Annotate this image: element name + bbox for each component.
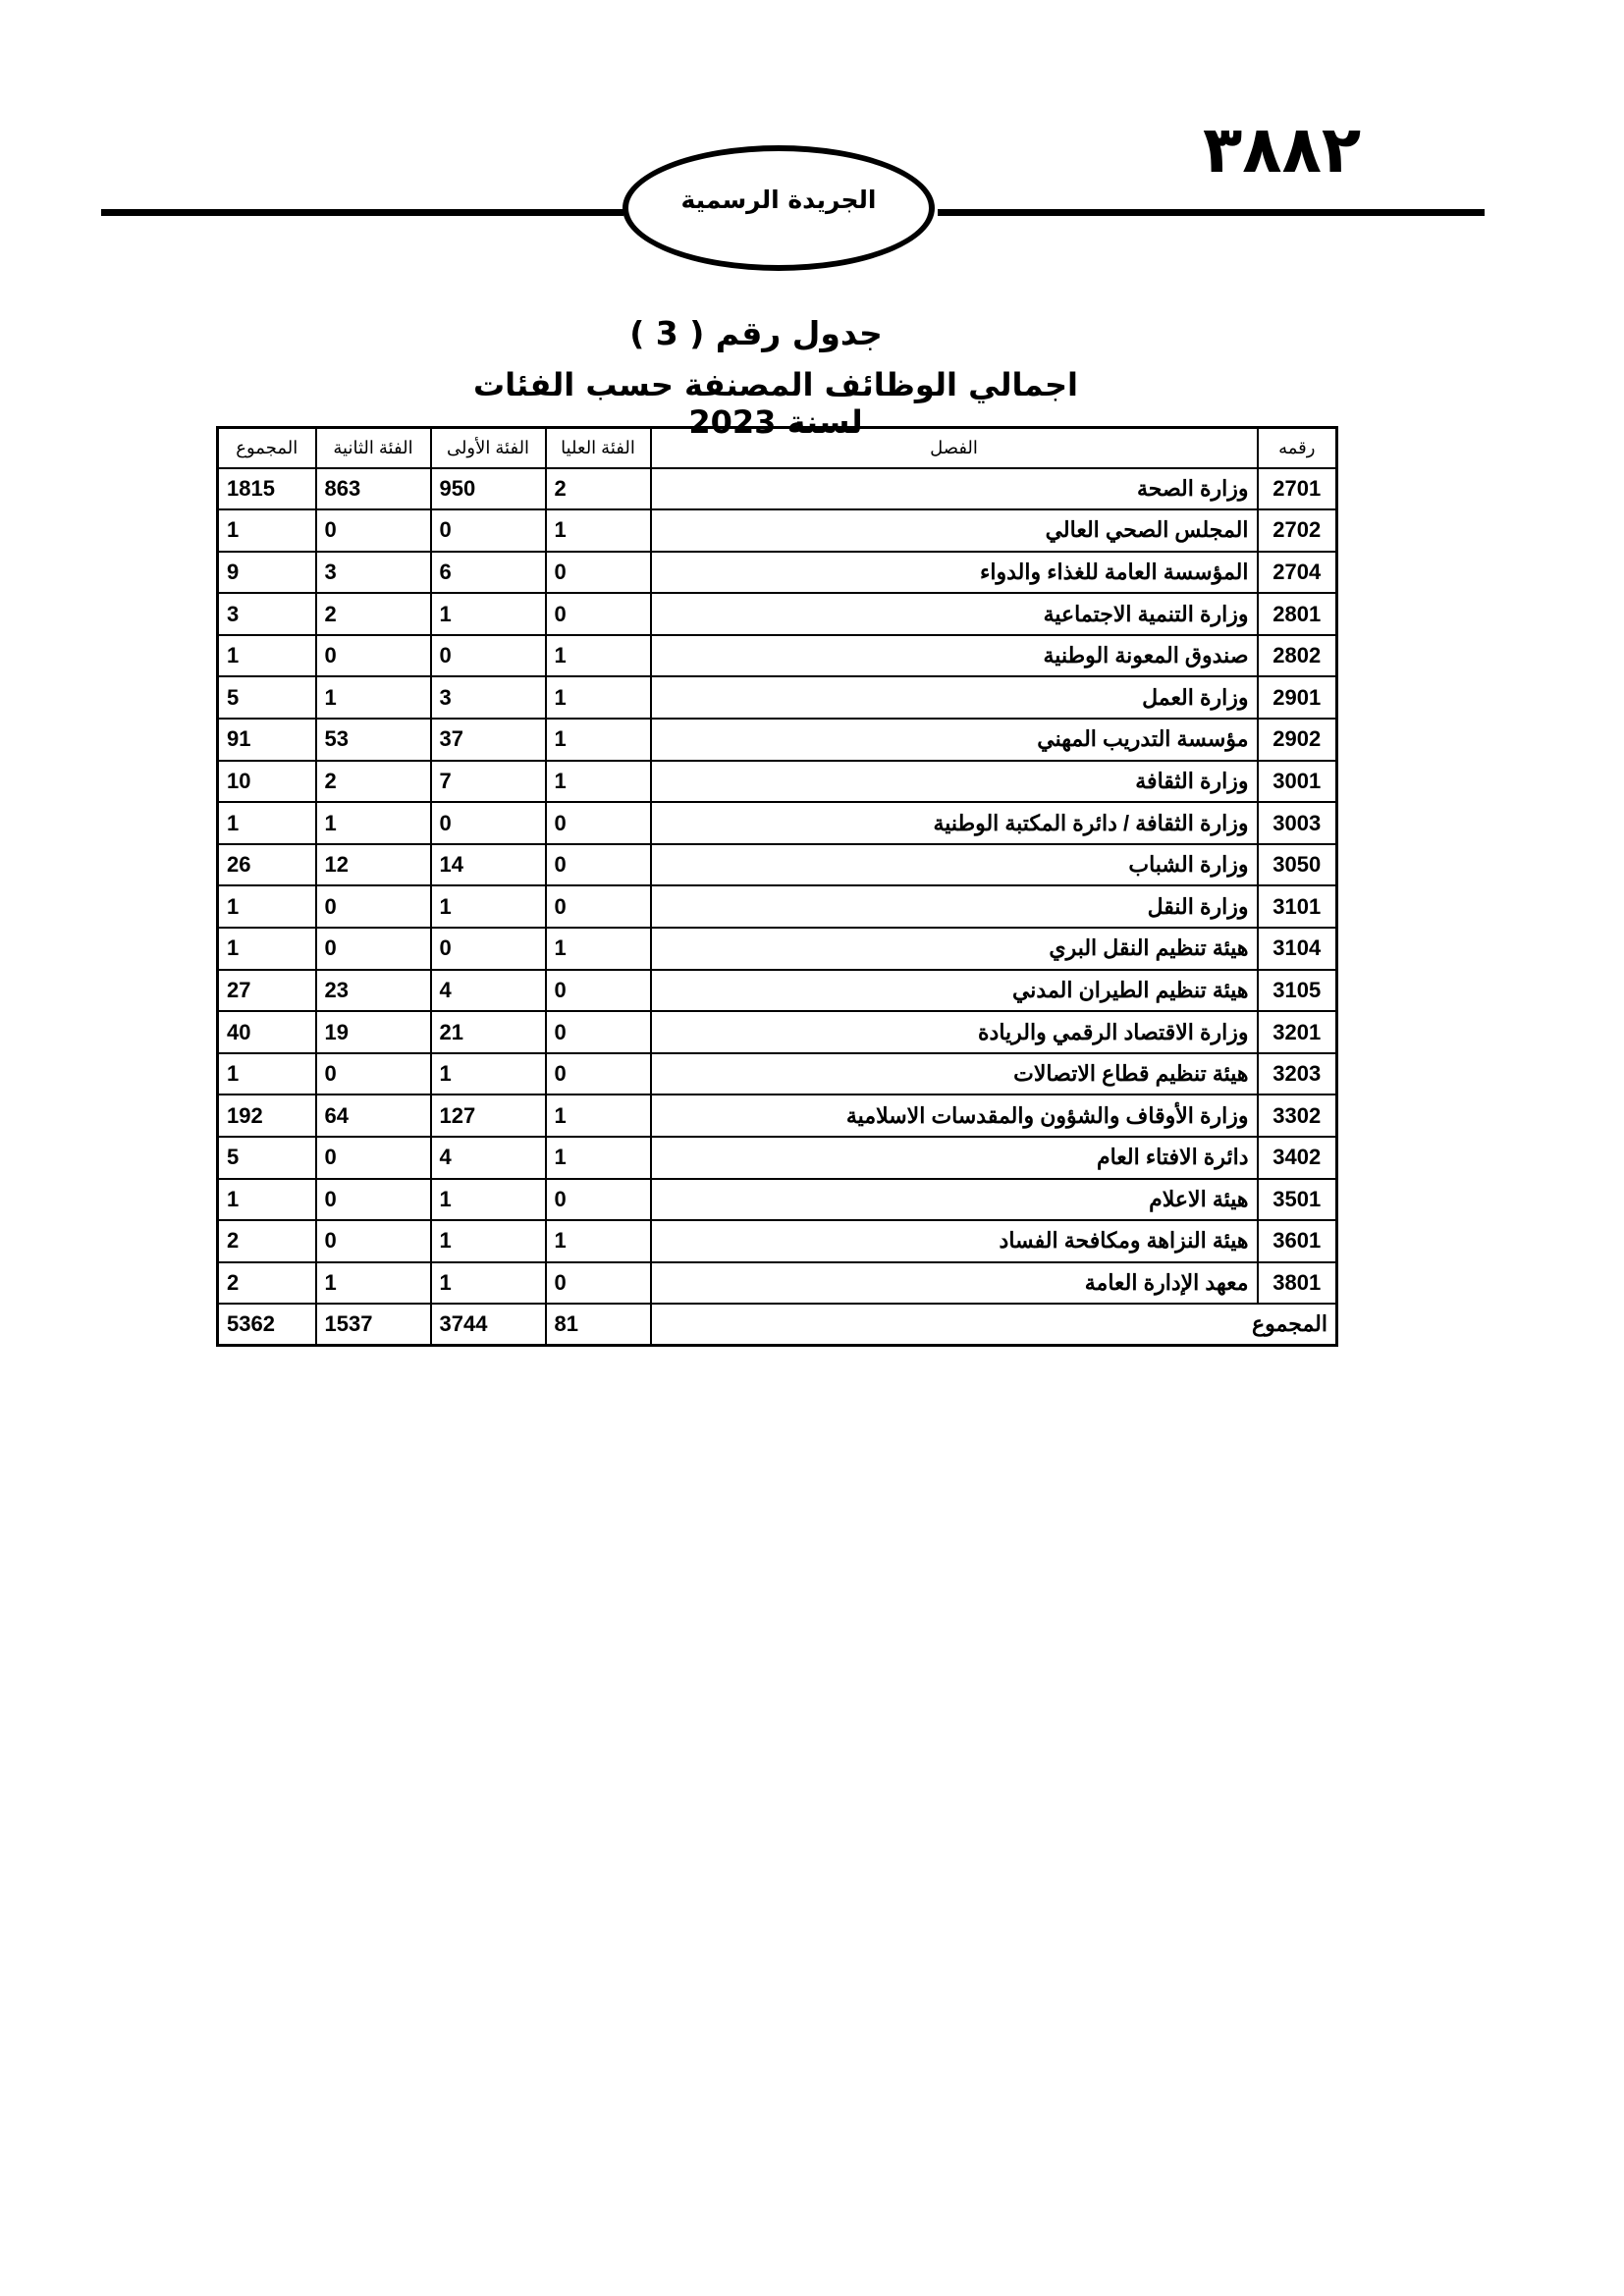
cell-chapter: معهد الإدارة العامة	[651, 1262, 1258, 1305]
cell-senior: 0	[546, 885, 651, 928]
cell-senior: 0	[546, 970, 651, 1012]
cell-second: 2	[316, 761, 431, 803]
cell-code: 3105	[1258, 970, 1337, 1012]
cell-first: 950	[431, 468, 546, 510]
cell-first: 6	[431, 552, 546, 594]
cell-chapter: المجلس الصحي العالي	[651, 509, 1258, 552]
table-row	[218, 1220, 1337, 1262]
cell-chapter: هيئة تنظيم النقل البري	[651, 928, 1258, 970]
col-header-total: المجموع	[218, 428, 316, 468]
totals-senior: 81	[546, 1304, 651, 1345]
cell-first: 0	[431, 509, 546, 552]
cell-first: 1	[431, 885, 546, 928]
cell-second: 64	[316, 1095, 431, 1137]
cell-second: 12	[316, 844, 431, 886]
cell-first: 14	[431, 844, 546, 886]
cell-total: 1	[218, 1179, 316, 1221]
cell-second: 0	[316, 1179, 431, 1221]
cell-chapter: وزارة الصحة	[651, 468, 1258, 510]
cell-senior: 0	[546, 552, 651, 594]
col-header-second: الفئة الثانية	[316, 428, 431, 468]
cell-total: 192	[218, 1095, 316, 1137]
table-body	[218, 468, 1337, 1305]
cell-total: 1	[218, 802, 316, 844]
table-row	[218, 468, 1337, 510]
cell-code: 2701	[1258, 468, 1337, 510]
cell-chapter: هيئة الاعلام	[651, 1179, 1258, 1221]
cell-senior: 1	[546, 676, 651, 719]
cell-total: 10	[218, 761, 316, 803]
cell-senior: 0	[546, 844, 651, 886]
cell-second: 0	[316, 1220, 431, 1262]
cell-code: 3001	[1258, 761, 1337, 803]
page-number: ٣٨٨٢	[1203, 112, 1362, 187]
cell-first: 0	[431, 635, 546, 677]
cell-second: 0	[316, 1137, 431, 1179]
cell-chapter: هيئة تنظيم الطيران المدني	[651, 970, 1258, 1012]
cell-code: 2704	[1258, 552, 1337, 594]
cell-code: 3203	[1258, 1053, 1337, 1095]
cell-senior: 0	[546, 1053, 651, 1095]
totals-total: 5362	[218, 1304, 316, 1345]
cell-second: 1	[316, 676, 431, 719]
totals-label: المجموع	[651, 1304, 1337, 1345]
table-row	[218, 1262, 1337, 1305]
cell-code: 2902	[1258, 719, 1337, 761]
cell-senior: 0	[546, 593, 651, 635]
cell-first: 1	[431, 1179, 546, 1221]
cell-senior: 1	[546, 1220, 651, 1262]
table-header-row	[218, 428, 1337, 468]
cell-first: 0	[431, 928, 546, 970]
col-header-senior: الفئة العليا	[546, 428, 651, 468]
cell-chapter: وزارة الاقتصاد الرقمي والريادة	[651, 1011, 1258, 1053]
cell-code: 2802	[1258, 635, 1337, 677]
cell-total: 3	[218, 593, 316, 635]
cell-second: 2	[316, 593, 431, 635]
cell-code: 3302	[1258, 1095, 1337, 1137]
cell-chapter: وزارة النقل	[651, 885, 1258, 928]
cell-first: 37	[431, 719, 546, 761]
cell-total: 91	[218, 719, 316, 761]
cell-total: 40	[218, 1011, 316, 1053]
table-row	[218, 1011, 1337, 1053]
cell-second: 53	[316, 719, 431, 761]
cell-chapter: وزارة الثقافة / دائرة المكتبة الوطنية	[651, 802, 1258, 844]
cell-first: 1	[431, 1053, 546, 1095]
table-row	[218, 719, 1337, 761]
cell-senior: 1	[546, 928, 651, 970]
col-header-first: الفئة الأولى	[431, 428, 546, 468]
cell-second: 3	[316, 552, 431, 594]
cell-second: 0	[316, 885, 431, 928]
cell-second: 863	[316, 468, 431, 510]
cell-second: 0	[316, 509, 431, 552]
cell-chapter: مؤسسة التدريب المهني	[651, 719, 1258, 761]
cell-senior: 2	[546, 468, 651, 510]
table-row	[218, 593, 1337, 635]
table-subtitle: اجمالي الوظائف المصنفة حسب الفئات لسنة 2023	[473, 366, 1078, 441]
cell-total: 1	[218, 635, 316, 677]
col-header-chapter: الفصل	[651, 428, 1258, 468]
cell-code: 3003	[1258, 802, 1337, 844]
cell-code: 3050	[1258, 844, 1337, 886]
cell-first: 1	[431, 1262, 546, 1305]
cell-first: 1	[431, 1220, 546, 1262]
cell-total: 5	[218, 1137, 316, 1179]
cell-code: 2901	[1258, 676, 1337, 719]
cell-code: 3801	[1258, 1262, 1337, 1305]
gazette-emblem	[623, 145, 935, 271]
cell-second: 1	[316, 802, 431, 844]
table-row	[218, 1137, 1337, 1179]
cell-first: 7	[431, 761, 546, 803]
table-row	[218, 970, 1337, 1012]
cell-senior: 0	[546, 802, 651, 844]
cell-second: 0	[316, 635, 431, 677]
table-row	[218, 676, 1337, 719]
cell-senior: 1	[546, 1095, 651, 1137]
cell-senior: 1	[546, 1137, 651, 1179]
totals-second: 1537	[316, 1304, 431, 1345]
table-title: جدول رقم ( 3 )	[629, 314, 883, 352]
cell-first: 4	[431, 1137, 546, 1179]
table-row	[218, 802, 1337, 844]
cell-chapter: وزارة الأوقاف والشؤون والمقدسات الاسلامية	[651, 1095, 1258, 1137]
table-row	[218, 928, 1337, 970]
table-row	[218, 509, 1337, 552]
cell-total: 9	[218, 552, 316, 594]
cell-first: 3	[431, 676, 546, 719]
table-row	[218, 844, 1337, 886]
table-row	[218, 635, 1337, 677]
cell-senior: 1	[546, 509, 651, 552]
cell-chapter: وزارة الشباب	[651, 844, 1258, 886]
cell-total: 2	[218, 1220, 316, 1262]
cell-chapter: وزارة العمل	[651, 676, 1258, 719]
cell-total: 27	[218, 970, 316, 1012]
cell-code: 3201	[1258, 1011, 1337, 1053]
cell-second: 23	[316, 970, 431, 1012]
header-rule-left	[101, 209, 623, 216]
col-header-code: رقمه	[1258, 428, 1337, 468]
table-row	[218, 1179, 1337, 1221]
cell-first: 127	[431, 1095, 546, 1137]
cell-code: 3101	[1258, 885, 1337, 928]
cell-first: 21	[431, 1011, 546, 1053]
cell-senior: 0	[546, 1179, 651, 1221]
cell-total: 5	[218, 676, 316, 719]
cell-second: 1	[316, 1262, 431, 1305]
cell-code: 3501	[1258, 1179, 1337, 1221]
cell-code: 2801	[1258, 593, 1337, 635]
cell-senior: 1	[546, 635, 651, 677]
header-rule-right	[938, 209, 1485, 216]
cell-total: 26	[218, 844, 316, 886]
cell-total: 1815	[218, 468, 316, 510]
cell-chapter: المؤسسة العامة للغذاء والدواء	[651, 552, 1258, 594]
jobs-table	[216, 426, 1338, 1347]
cell-chapter: دائرة الافتاء العام	[651, 1137, 1258, 1179]
cell-chapter: وزارة التنمية الاجتماعية	[651, 593, 1258, 635]
cell-code: 3601	[1258, 1220, 1337, 1262]
cell-chapter: هيئة تنظيم قطاع الاتصالات	[651, 1053, 1258, 1095]
table-row	[218, 552, 1337, 594]
cell-total: 1	[218, 509, 316, 552]
cell-total: 1	[218, 885, 316, 928]
cell-senior: 1	[546, 719, 651, 761]
totals-row	[218, 1304, 1337, 1345]
cell-code: 3104	[1258, 928, 1337, 970]
cell-chapter: صندوق المعونة الوطنية	[651, 635, 1258, 677]
cell-senior: 1	[546, 761, 651, 803]
cell-code: 2702	[1258, 509, 1337, 552]
table-row	[218, 761, 1337, 803]
cell-first: 0	[431, 802, 546, 844]
table-row	[218, 1095, 1337, 1137]
cell-total: 1	[218, 1053, 316, 1095]
cell-senior: 0	[546, 1262, 651, 1305]
cell-second: 0	[316, 1053, 431, 1095]
cell-chapter: هيئة النزاهة ومكافحة الفساد	[651, 1220, 1258, 1262]
cell-code: 3402	[1258, 1137, 1337, 1179]
cell-first: 4	[431, 970, 546, 1012]
cell-senior: 0	[546, 1011, 651, 1053]
cell-chapter: وزارة الثقافة	[651, 761, 1258, 803]
table-row	[218, 885, 1337, 928]
cell-first: 1	[431, 593, 546, 635]
gazette-name: الجريدة الرسمية	[680, 185, 877, 214]
totals-first: 3744	[431, 1304, 546, 1345]
cell-total: 2	[218, 1262, 316, 1305]
cell-second: 19	[316, 1011, 431, 1053]
cell-total: 1	[218, 928, 316, 970]
table-row	[218, 1053, 1337, 1095]
cell-second: 0	[316, 928, 431, 970]
